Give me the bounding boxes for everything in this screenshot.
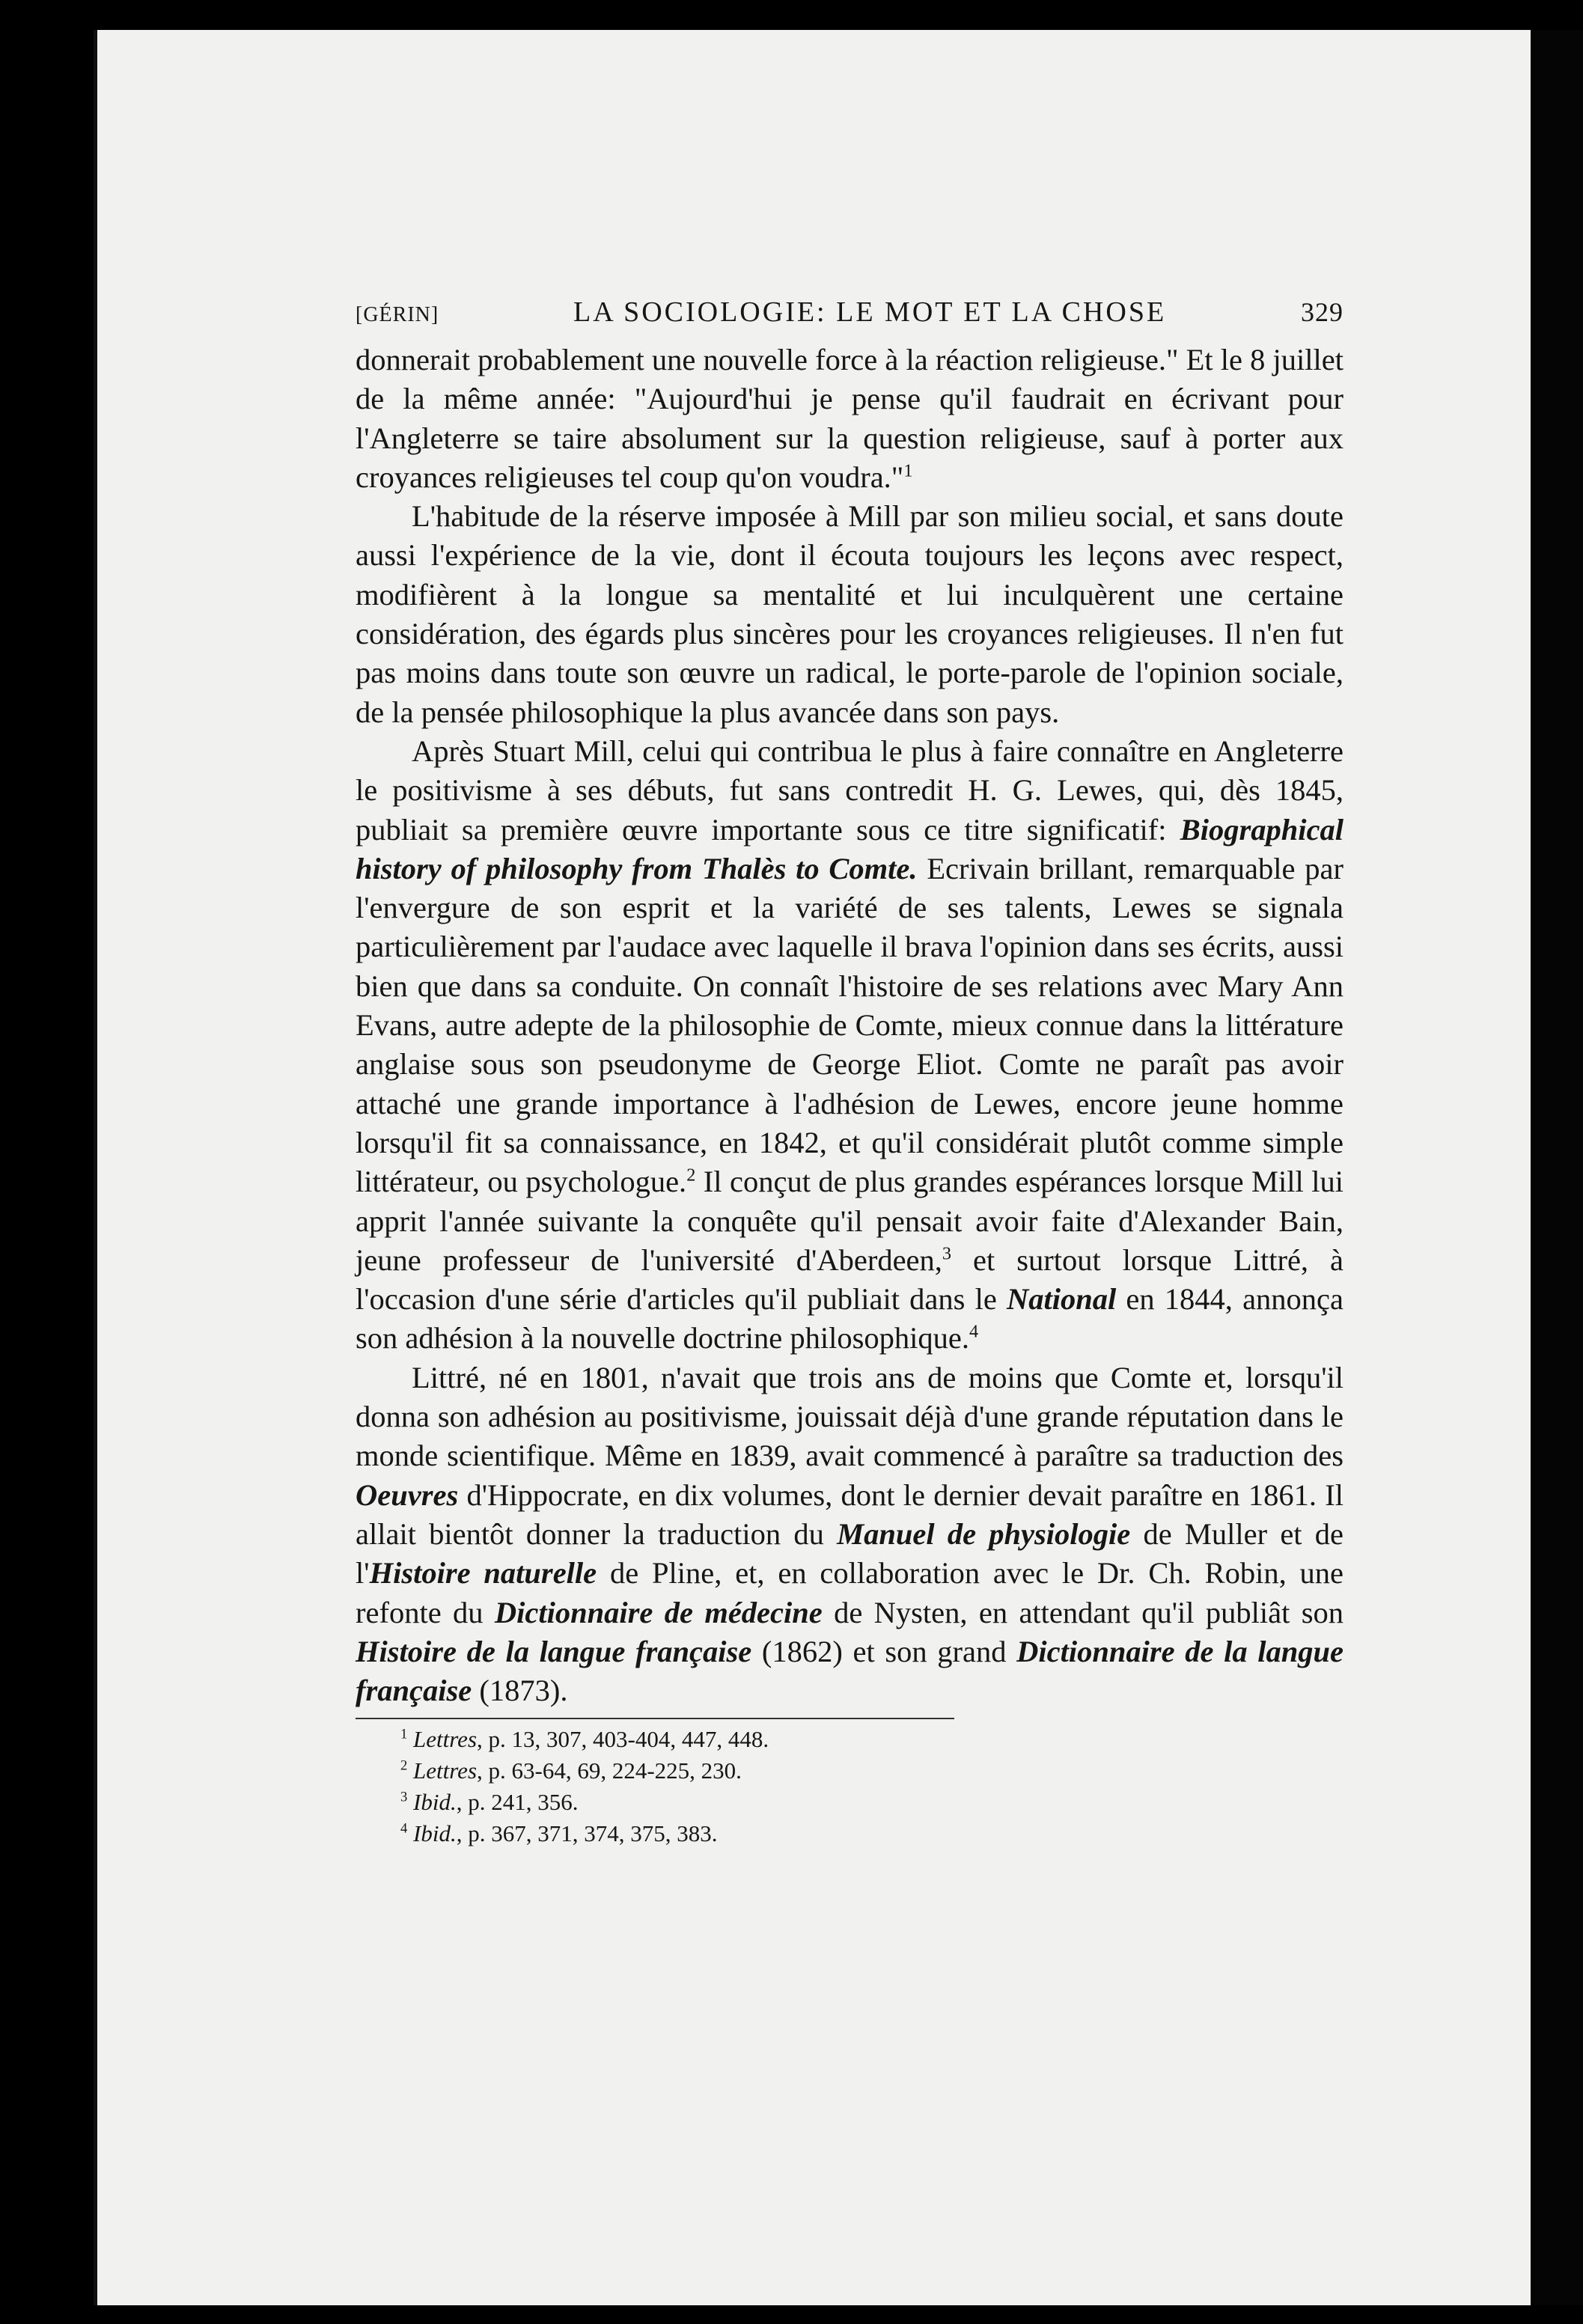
footnote-divider bbox=[356, 1718, 954, 1719]
running-head bbox=[356, 296, 1343, 329]
text-run: Ecrivain brillant, remarquable par l'envergure de son esprit et la variété de ses talents, Lewes se signala particulièrement par l'audace avec laquelle il brava l'opinion dans ses écrits, aussi bien que dans sa conduite. On connaît l'histoire de ses relations avec Mary Ann Evans, autre adepte de la philosophie de Comte, mieux connue dans la littérature anglaise sous son pseudonyme de George Eliot. Comte ne paraît pas avoir attaché une grande importance à l'adhésion de Lewes, encore jeune homme lorsqu'il fit sa connaissance, en 1842, et qu'il considérait plutôt comme simple littérateur, ou psychologue. bbox=[356, 851, 1343, 1199]
document-page bbox=[97, 30, 1531, 2305]
footnote bbox=[400, 1724, 1343, 1755]
text-run: Il conçut de plus grandes espérances lorsque Mill lui apprit l'année suivante la conquête qu'il pensait avoir faite d'Alexander Bain, jeune professeur de l'université d'Aberdeen, bbox=[356, 1165, 1343, 1277]
body-text bbox=[356, 341, 1343, 1710]
text-run: (1862) et son grand bbox=[751, 1634, 1017, 1668]
footnote-reference: 2 bbox=[686, 1165, 696, 1186]
footnote-mark: 1 bbox=[400, 1727, 408, 1743]
footnotes bbox=[356, 1724, 1343, 1849]
italic-title: Biographical history of philosophy from Thalès to Comte. bbox=[356, 812, 1343, 885]
text-run: de Pline, et, en collaboration avec le Dr. Ch. Robin, une refonte du bbox=[356, 1556, 1343, 1629]
italic-title: Manuel de physiologie bbox=[837, 1516, 1131, 1551]
footnote-ref: , p. 13, 307, 403-404, 447, 448. bbox=[477, 1726, 769, 1753]
footnote-work: Ibid. bbox=[413, 1789, 457, 1816]
footnote-mark: 4 bbox=[400, 1821, 408, 1837]
text-run: donnerait probablement une nouvelle force à la réaction religieuse." Et le 8 juillet de la même année: "Aujourd'hui je pense qu'il faudrait en écrivant pour l'Angleterre se taire absolument sur la question religieuse, sauf à porter aux croyances religieuses tel coup qu'on voudra." bbox=[356, 343, 1343, 494]
footnote-ref: , p. 241, 356. bbox=[456, 1789, 579, 1816]
running-head-author: [GÉRIN] bbox=[356, 303, 439, 326]
text-run: et surtout lorsque Littré, à l'occasion d'une série d'articles qu'il publiait dans le bbox=[356, 1242, 1343, 1317]
running-head-title: LA SOCIOLOGIE: LE MOT ET LA CHOSE bbox=[573, 296, 1167, 328]
italic-title: Dictionnaire de médecine bbox=[494, 1595, 823, 1629]
footnote-ref: , p. 367, 371, 374, 375, 383. bbox=[456, 1820, 718, 1847]
footnote-work: Ibid. bbox=[413, 1820, 457, 1847]
text-run: de Nysten, en attendant qu'il publiât son bbox=[822, 1595, 1343, 1629]
italic-title: Oeuvres bbox=[356, 1477, 459, 1512]
text-run: Littré, né en 1801, n'avait que trois ans de moins que Comte et, lorsqu'il donna son adhésion au positivisme, jouissait déjà d'une grande réputation dans le monde scientifique. Même en 1839, avait commencé à paraître sa traduction des bbox=[356, 1360, 1343, 1473]
page-number: 329 bbox=[1300, 297, 1343, 327]
text-run: (1873). bbox=[472, 1674, 568, 1708]
paragraph bbox=[356, 497, 1343, 732]
text-run: de Muller et de l' bbox=[356, 1516, 1343, 1590]
footnote-reference: 1 bbox=[903, 460, 913, 481]
footnote bbox=[400, 1787, 1343, 1818]
footnote-ref: , p. 63-64, 69, 224-225, 230. bbox=[477, 1757, 742, 1784]
footnote-mark: 3 bbox=[400, 1790, 408, 1806]
footnote-work: Lettres bbox=[413, 1757, 478, 1784]
paragraph bbox=[356, 341, 1343, 497]
text-block bbox=[356, 296, 1343, 1849]
footnote-work: Lettres bbox=[413, 1726, 478, 1753]
italic-title: Histoire naturelle bbox=[369, 1556, 597, 1590]
footnote-reference: 4 bbox=[969, 1321, 979, 1342]
paragraph bbox=[356, 1358, 1343, 1711]
text-run: L'habitude de la réserve imposée à Mill par son milieu social, et sans doute aussi l'expérience de la vie, dont il écouta toujours les leçons avec respect, modifièrent à la longue sa mentalité et lui inculquèrent une certaine considération, des égards plus sincères pour les croyances religieuses. Il n'en fut pas moins dans toute son œuvre un radical, le porte-parole de l'opinion sociale, de la pensée philosophique la plus avancée dans son pays. bbox=[356, 499, 1343, 729]
text-run: en 1844, annonça son adhésion à la nouvelle doctrine philosophique. bbox=[356, 1282, 1344, 1355]
text-run: Après Stuart Mill, celui qui contribua le plus à faire connaître en Angleterre le positivisme à ses débuts, fut sans contredit H. G. Lewes, qui, dès 1845, publiait sa première œuvre importante sous ce titre significatif: bbox=[356, 734, 1343, 847]
scan-right-edge bbox=[1531, 30, 1583, 2305]
footnote-reference: 3 bbox=[942, 1243, 952, 1264]
italic-title: National bbox=[1006, 1282, 1117, 1317]
footnote-mark: 2 bbox=[400, 1758, 408, 1775]
italic-title: Dictionnaire de la langue française bbox=[356, 1634, 1343, 1708]
footnote bbox=[400, 1755, 1343, 1787]
paragraph bbox=[356, 732, 1343, 1358]
footnote bbox=[400, 1818, 1343, 1849]
text-run: d'Hippocrate, en dix volumes, dont le dernier devait paraître en 1861. Il allait bientôt donner la traduction du bbox=[356, 1477, 1343, 1551]
italic-title: Histoire de la langue française bbox=[356, 1634, 752, 1668]
